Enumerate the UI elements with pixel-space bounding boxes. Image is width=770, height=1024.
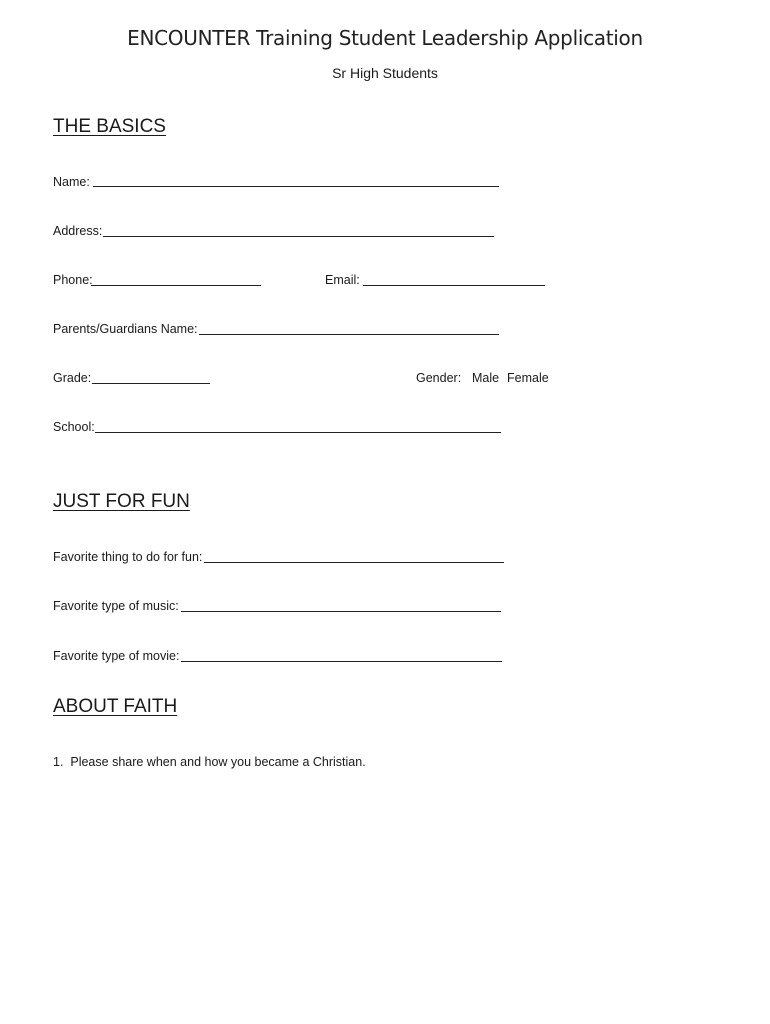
name-label: Name: bbox=[53, 175, 90, 189]
music-field[interactable] bbox=[181, 611, 501, 612]
grade-field[interactable] bbox=[92, 383, 210, 384]
address-field[interactable] bbox=[103, 236, 494, 237]
document-title: ENCOUNTER Training Student Leadership Application bbox=[127, 26, 643, 50]
school-label: School: bbox=[53, 420, 95, 434]
faith-question-1: 1. Please share when and how you became a Christian. bbox=[53, 755, 366, 769]
parents-field[interactable] bbox=[199, 334, 499, 335]
email-field[interactable] bbox=[363, 285, 545, 286]
gender-label: Gender: bbox=[416, 371, 462, 385]
gender-male-option[interactable]: Male bbox=[472, 371, 500, 385]
address-label: Address: bbox=[53, 224, 103, 238]
fun-thing-field[interactable] bbox=[204, 562, 504, 563]
movie-label: Favorite type of movie: bbox=[53, 649, 180, 663]
music-label: Favorite type of music: bbox=[53, 599, 179, 613]
name-field[interactable] bbox=[93, 186, 499, 187]
grade-label: Grade: bbox=[53, 371, 92, 385]
movie-field[interactable] bbox=[181, 661, 502, 662]
school-field[interactable] bbox=[95, 432, 501, 433]
email-label: Email: bbox=[325, 273, 360, 287]
document-subtitle: Sr High Students bbox=[332, 65, 438, 81]
fun-thing-label: Favorite thing to do for fun: bbox=[53, 550, 203, 564]
phone-label: Phone: bbox=[53, 273, 93, 287]
heading-about-faith: ABOUT FAITH bbox=[53, 696, 178, 717]
heading-just-for-fun: JUST FOR FUN bbox=[53, 491, 190, 512]
phone-field[interactable] bbox=[91, 285, 261, 286]
parents-label: Parents/Guardians Name: bbox=[53, 322, 198, 336]
heading-the-basics: THE BASICS bbox=[53, 116, 166, 137]
gender-female-option[interactable]: Female bbox=[507, 371, 549, 385]
